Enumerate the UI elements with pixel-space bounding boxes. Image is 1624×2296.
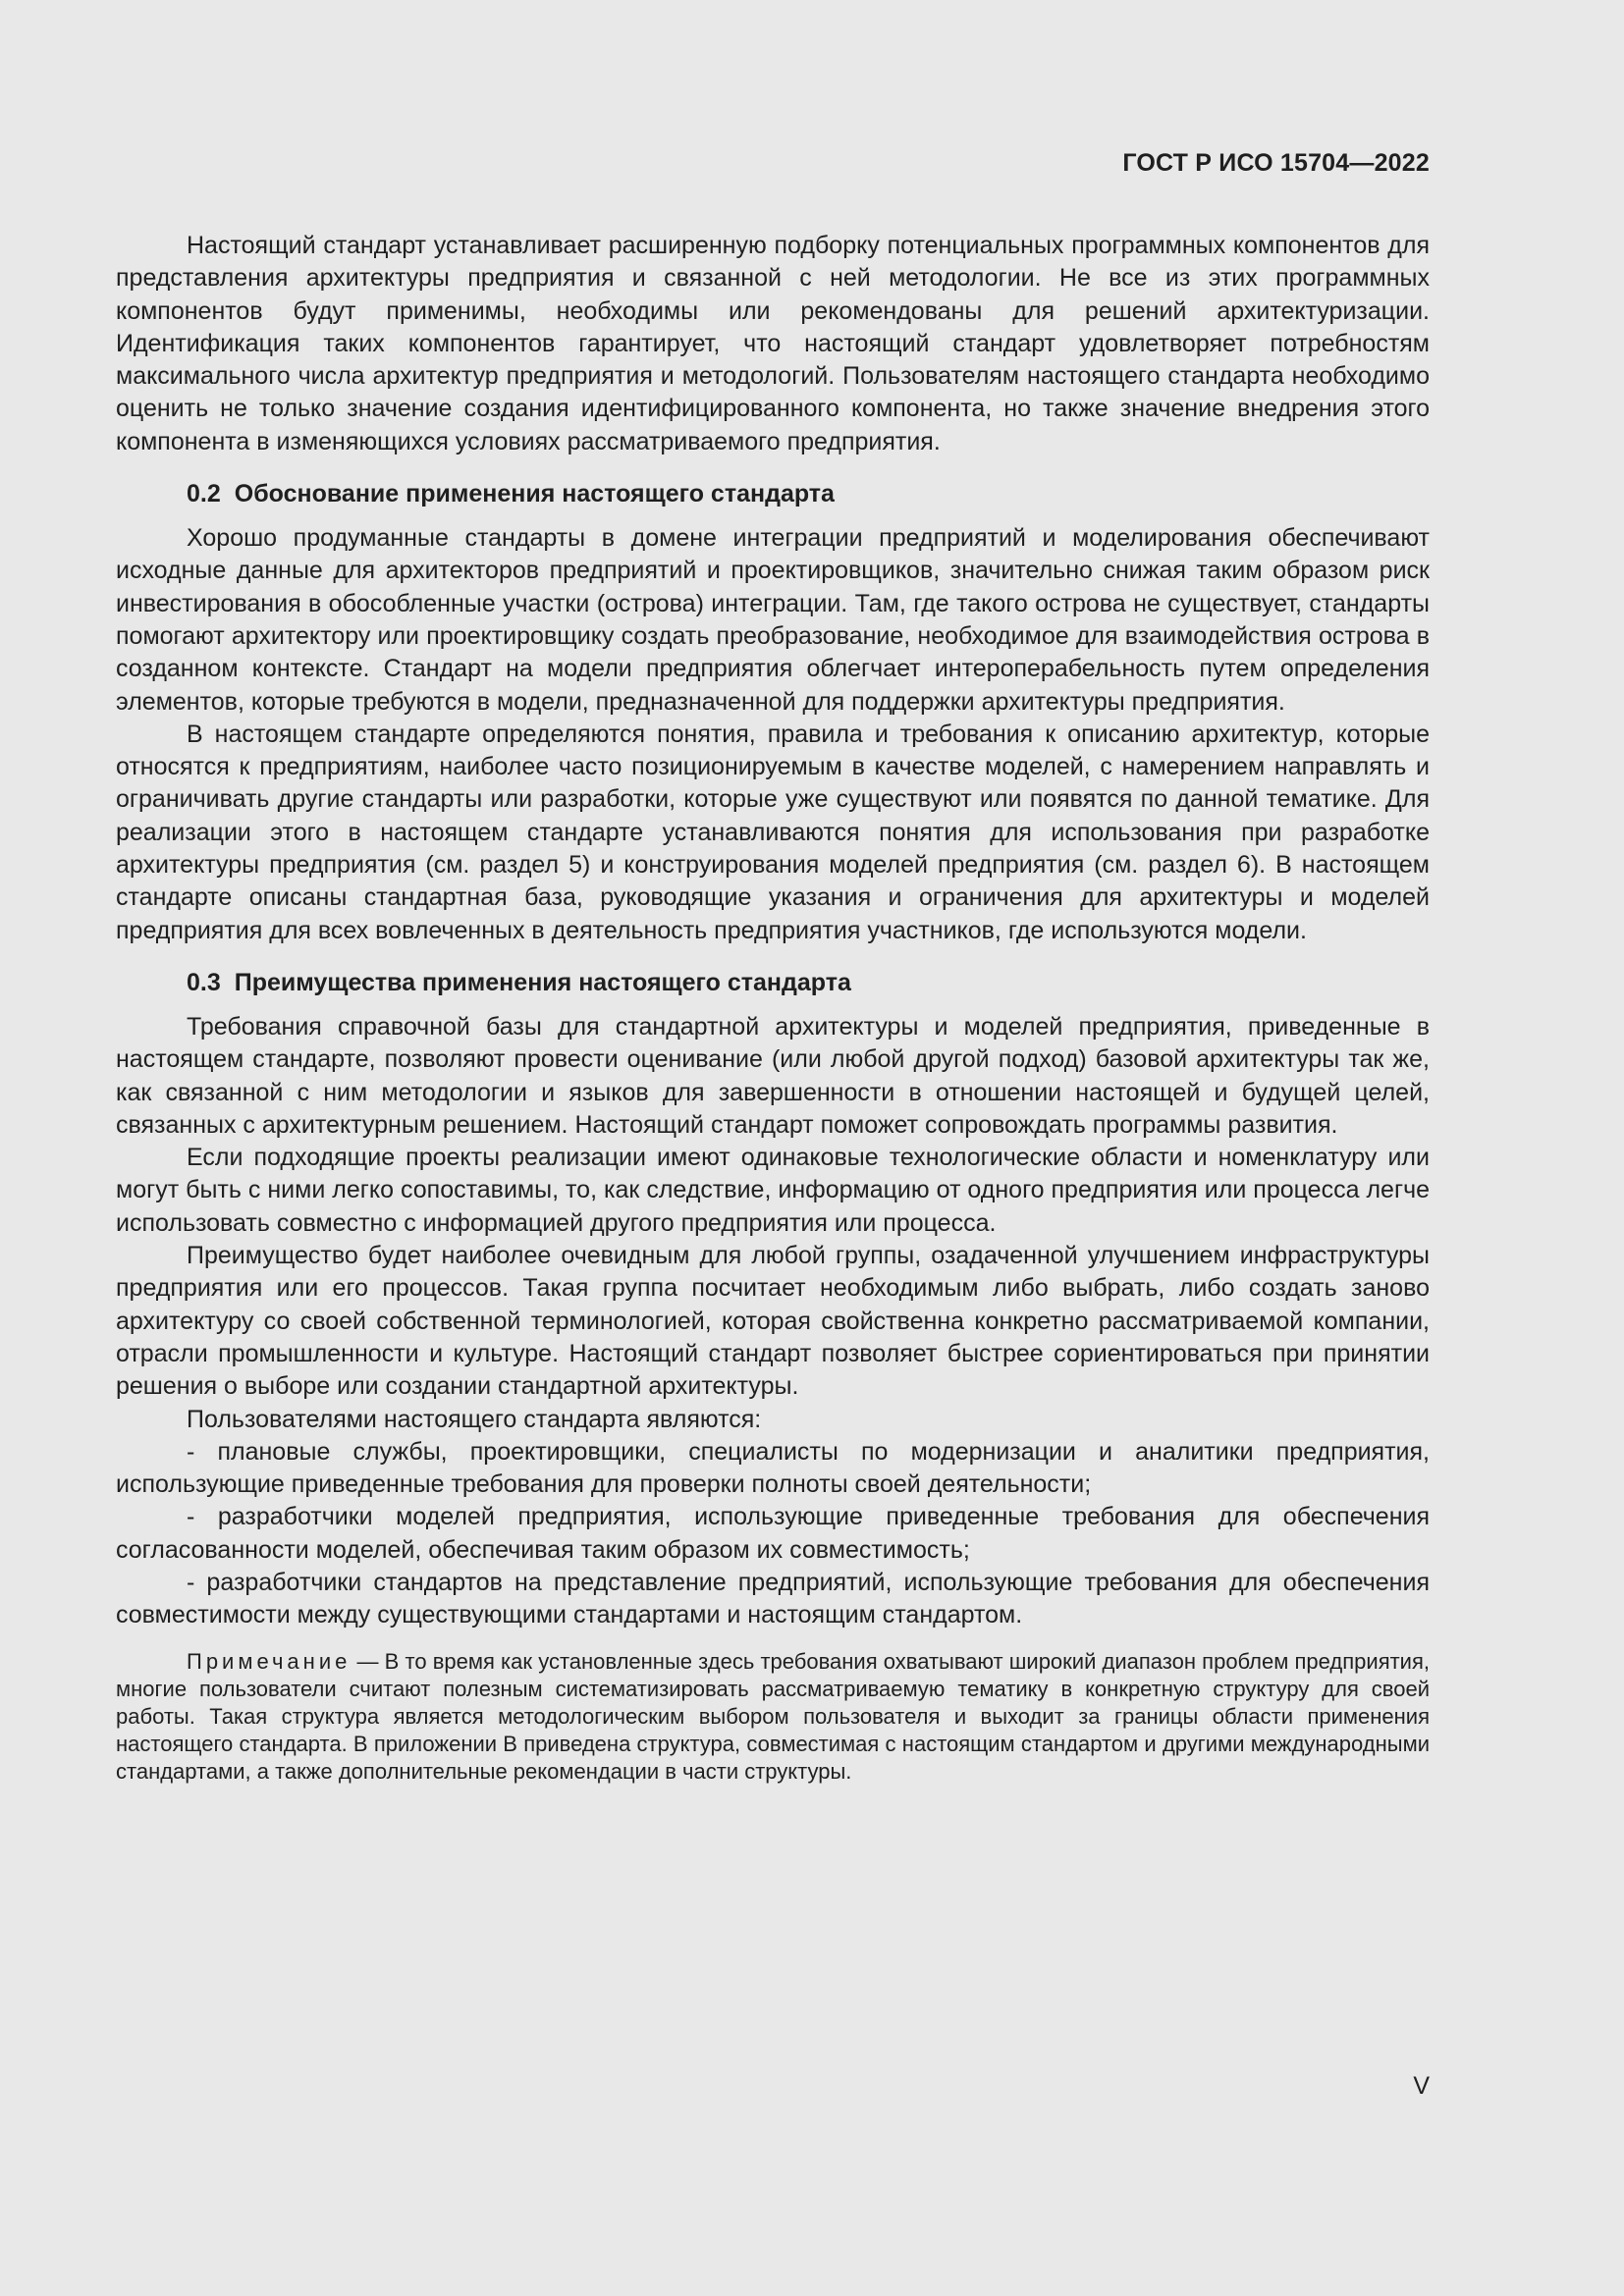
section-0-3-paragraph: Требования справочной базы для стандартной архитектуры и моделей предприятия, приведенные в настоящем стандарте, позволяют провести оценивание (или любой другой подход) базовой архитектуры так же, как связанной с ним методологии и языков для завершенности в отношении настоящей и будущей целей, связанных с архитектурным решением. Настоящий стандарт поможет сопровождать программы развития.	[116, 1012, 1430, 1139]
intro-paragraph: Настоящий стандарт устанавливает расширенную подборку потенциальных программных компонентов для представления архитектуры предприятия и связанной с ней методологии. Не все из этих программных компонентов будут применимы, необходимы или рекомендованы для решений архитектуризации. Идентификация таких компонентов гарантирует, что настоящий стандарт удовлетворяет потребностям максимального числа архитектур предприятия и методологий. Пользователям настоящего стандарта необходимо оценить не только значение создания идентифицированного компонента, но также значение внедрения этого компонента в изменяющихся условиях рассматриваемого предприятия.	[116, 232, 1430, 455]
section-heading-0-2	[116, 478, 1430, 510]
document-code-header: ГОСТ Р ИСО 15704—2022	[1122, 149, 1430, 177]
page-number: V	[1413, 2072, 1430, 2100]
section-0-2-paragraph: В настоящем стандарте определяются понятия, правила и требования к описанию архитектур, которые относятся к предприятиям, наиболее часто позиционируемым в качестве моделей, с намерением направлять и ограничивать другие стандарты или разработки, которые уже существуют или появятся по данной тематике. Для реализации этого в настоящем стандарте устанавливаются понятия для использования при разработке архитектуры предприятия (см. раздел 5) и конструирования моделей предприятия (см. раздел 6). В настоящем стандарте описаны стандартная база, руководящие указания и ограничения для архитектуры и моделей предприятия для всех вовлеченных в деятельность предприятия участников, где используются модели.	[116, 720, 1430, 944]
section-0-2-paragraph: Хорошо продуманные стандарты в домене интеграции предприятий и моделирования обеспечивают исходные данные для архитекторов предприятий и проектировщиков, значительно снижая таким образом риск инвестирования в обособленные участки (острова) интеграции. Там, где такого острова не существует, стандарты помогают архитектору или проектировщику создать преобразование, необходимое для взаимодействия острова в созданном контексте. Стандарт на модели предприятия облегчает интероперабельность путем определения элементов, которые требуются в модели, предназначенной для поддержки архитектуры предприятия.	[116, 524, 1430, 716]
note-label: Примечание	[187, 1648, 352, 1674]
document-page	[116, 145, 1430, 1786]
list-item: - плановые службы, проектировщики, специалисты по модернизации и аналитики предприятия, использующие приведенные требования для проверки полноты своей деятельности;	[116, 1437, 1430, 1499]
note-text: — В то время как установленные здесь требования охватывают широкий диапазон проблем предприятия, многие пользователи считают полезным систематизировать рассматриваемую тематику в конкретную структуру для своей работы. Такая структура является методологическим выбором пользователя и выходит за границы области применения настоящего стандарта. В приложении В приведена структура, совместимая с настоящим стандартом и другими международными стандартами, а также дополнительные рекомендации в части структуры.	[116, 1648, 1430, 1784]
section-number: 0.3	[187, 968, 221, 996]
section-title: Обоснование применения настоящего стандарта	[234, 480, 835, 508]
section-0-3-paragraph: Преимущество будет наиболее очевидным для любой группы, озадаченной улучшением инфраструктуры предприятия или его процессов. Такая группа посчитает необходимым либо выбрать, либо создать заново архитектуру со своей собственной терминологией, которая свойственна конкретно рассматриваемой компании, отрасли промышленности и культуре. Настоящий стандарт позволяет быстрее сориентироваться при принятии решения о выборе или создании стандартной архитектуры.	[116, 1242, 1430, 1401]
section-title: Преимущества применения настоящего стандарта	[234, 968, 851, 996]
section-number: 0.2	[187, 480, 221, 508]
list-item: - разработчики стандартов на представление предприятий, использующие требования для обеспечения совместимости между существующими стандартами и настоящим стандартом.	[116, 1568, 1430, 1629]
list-item: - разработчики моделей предприятия, использующие приведенные требования для обеспечения согласованности моделей, обеспечивая таким образом их совместимость;	[116, 1503, 1430, 1564]
note-paragraph	[116, 1648, 1430, 1786]
section-heading-0-3	[116, 967, 1430, 999]
users-intro-line: Пользователями настоящего стандарта являются:	[187, 1405, 762, 1433]
section-0-3-paragraph: Если подходящие проекты реализации имеют одинаковые технологические области и номенклатуру или могут быть с ними легко сопоставимы, то, как следствие, информацию от одного предприятия или процесса легче использовать совместно с информацией другого предприятия или процесса.	[116, 1144, 1430, 1237]
